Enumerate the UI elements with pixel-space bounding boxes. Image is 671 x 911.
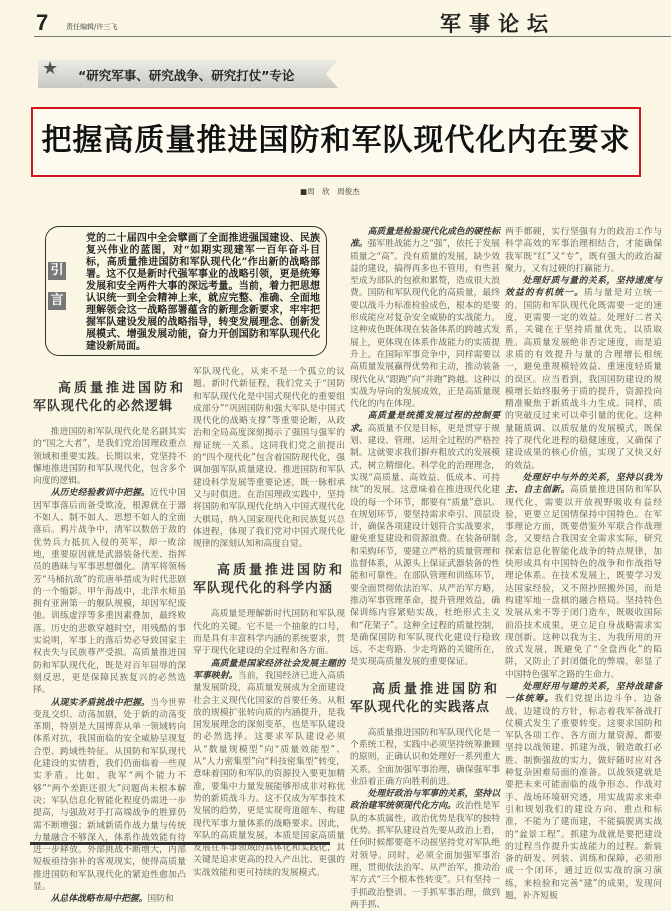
paragraph-lead: 从历史经验教训中把握。 — [50, 488, 151, 499]
paragraph — [505, 681, 662, 902]
heading-line: 高质量推进国防和 — [216, 563, 345, 579]
heading-line: 军队现代化的科学内涵 — [193, 581, 334, 597]
paragraph — [505, 275, 662, 472]
paragraph — [33, 426, 186, 487]
paragraph-lead: 从现实矛盾挑战中把握。 — [50, 697, 151, 708]
paragraph — [193, 608, 345, 657]
paragraph-lead: 处理好用与建的关系，坚持战建备一体统筹。 — [505, 681, 662, 705]
section-heading-2 — [193, 562, 345, 598]
paragraph-text: 政治性是军队的本质属性，政治优势是我军的独特优势。抓军队建设首先要从政治上看，任何时候都要毫不动摇坚持党对军队绝对领导。同时，必须全面加强军事治理，贯彻依法治军、从严治军，推动治军方式“三个根本性转变”。只有坚持一手抓政治整训、一手抓军事治理，做到两手抓、 — [350, 801, 500, 910]
paragraph-text: 两手都硬，实行坚强有力的政治工作与科学高效的军事治理相结合，才能确保我军既“红”又“专”，既有强大的政治凝聚力，又有过硬的打赢能力。 — [505, 227, 662, 274]
paragraph — [505, 226, 662, 275]
paragraph-text: 我们党提出边斗争、边备战、边建设的方针，标志着我军备战打仗模式发生了重要转变。这要求国防和军队各项工作、各方面力量资源，都要坚持以战领建、抓建为战，锻造敢打必胜、制衡强敌的实力，做好随时应对各种复杂困难局面的准备。以战领建就是要把未来可能面临的战争形态、作战对手、战场环境研究透，用实战需求来牵引和规划我们的建设方向、重点和标准，不能为了建而建，不能搞脱离实战的“盆景工程”。抓建为战就是要把建设的过程当作提升实战能力的过程。新装备的研发、列装、训练和保障，必须形成一个闭环，通过近似实战的演习演练，来检验和完善“建”的成果，发现问题，补齐短板 — [505, 694, 662, 902]
heading-line: 军队现代化的必然逻辑 — [33, 399, 174, 414]
section-title: 军事论坛 — [440, 12, 556, 36]
paragraph-lead: 高质量是统揽发展过程的控制要求。 — [350, 411, 500, 434]
column-2-top-text — [193, 366, 345, 550]
paragraph-lead: 处理好中与外的关系，坚持以我为主、自主创新。 — [505, 472, 662, 496]
paragraph — [350, 410, 500, 668]
star-emblem-icon: ★ — [42, 58, 59, 79]
paragraph-text: 质与量是对立统一的。国防和军队现代化既需要一定的速度，更需要一定的效益。处理好二者关系，关键在于坚持质量优先，以质取胜。高质量发展绝非否定速度，而是追求质的有效提升与量的合理增长相统一，避免重规模轻效益、重速度轻质量的误区。应当看到，我国国防建设的规模增长始终服务于质的提升，资源投向精准聚焦于新质战斗力生成。同样，质的突破反过来可以牵引量的优化。这种量随质调、以质驭量的发展模式，既保持了现代化进程的稳健速度，又确保了建设成果的核心价值，实现了又快又好的效益。 — [505, 288, 662, 471]
paragraph-text: 近代中国因军事落后而备受欺凌，根源就在于器不如人、制不如人、思想不如人的全面落后。鸦片战争中，清军以数倍于敌的优势兵力抵抗入侵的英军，却一败涂地，重要原因就是武器装备代差、指挥员的愚昧与军事思想僵化。清军将领杨芳“马桶抗敌”的荒唐举措成为时代悲剧的一个缩影。甲午海战中，北洋水师虽拥有亚洲第一的舰队规模，却因军纪废弛、训练虚浮等多重因素叠加，最终败落。历史的悲歌穿越时空，用残酷的事实说明，军事上的落后势必导致国家主权丧失与民族尊严受损。高质量推进国防和军队现代化，既是对百年屈辱的深刻反思，更是保障民族复兴的必然选择。 — [33, 488, 186, 696]
section-heading-3 — [350, 681, 500, 717]
paragraph — [350, 226, 500, 410]
heading-line: 高质量推进国防和 — [371, 681, 500, 697]
paragraph — [350, 727, 500, 788]
intro-text: 党的二十届四中全会擘画了全面推进强国建设、民族复兴伟业的蓝图，对“如期实现建军一百年奋斗目标，高质量推进国防和军队现代化”作出新的战略部署。这不仅是新时代强军事业的战略引领，更是统筹发展和安全两件大事的深远考量。当前，着力把思想认识统一到全会精神上来，就应完整、准确、全面地理解领会这一战略部署蕴含的新理念新要求，牢牢把握军队建设发展的战略指导，转变发展理念、创新发展模式、增强发展动能，奋力开创国防和军队现代化建设新局面。 — [86, 233, 320, 352]
column-2-bottom-text — [193, 608, 345, 879]
heading-line: 军队现代化的实践落点 — [350, 699, 491, 715]
paragraph-text: 强军胜战能力之“强”，依托于发展质量之“高”。没有质量的发展，缺少效益的建设，搞得再多也不管用，有些甚至成为部队的包袱和累赘，造成很大浪费。国防和军队现代化的高质量，最终要以战斗力标准检验成色，根本的是要形成能应对复杂安全威胁的实战能力。这种成色既体现在装备体系的跨越式发展上，更体现在体系作战能力的实质提升上。在国际军事竞争中，同样需要以高质量发展赢得优势和主动，推动装备现代化从“跟跑”向“并跑”跨越。这种以实战为导向的发展成效，正是高质量现代化的内在体现。 — [350, 239, 500, 410]
column-4-text — [505, 226, 662, 902]
paragraph-text: 推进国防和军队现代化是名副其实的“国之大者”，是我们党治国理政重点领域和重要实践。长期以来，党坚持不懈地推进国防和军队现代化，包含多个向度的逻辑。 — [33, 427, 186, 487]
column-3-bottom-text — [350, 727, 500, 911]
column-3-top-text — [350, 226, 500, 669]
paragraph — [33, 893, 186, 905]
column-3 — [350, 226, 500, 911]
paragraph — [350, 788, 500, 911]
paragraph-text: 高质量推进国防和军队现代化是一个系统工程，实践中必须坚持统筹兼顾的原则，正确认识和处理好一系列重大关系，全面加强军事治理，确保强军事业沿着正确方向胜利前进。 — [350, 727, 500, 787]
intro-label-2: 言 — [48, 292, 66, 310]
column-4 — [505, 226, 662, 902]
column-1-text — [33, 426, 186, 906]
section-heading-1 — [33, 380, 186, 416]
paragraph-text: 高质量推进国防和军队现代化，需要以开放视野吸收有益经验，更要立足国情保持中国特色。在军事理论方面，既要借鉴外军联合作战理念，又要结合我国安全需求实际，研究探索信息化智能化战争的特点规律，加快形成具有中国特色的战争和作战指导理论体系。在技术发展上，既要学习发达国家经验，又不照抄照搬外国，而是构建军地一盘棋的融合格局。坚持特色发展从来不等于闭门造车，既吸收国际前沿技术成果，更立足自身战略需求实现创新。这种以我为主、为我所用的开放式发展，既避免了“全盘西化”的陷阱，又防止了封闭僵化的弊端，彰显了中国特色强军之路的生命力。 — [505, 485, 662, 680]
paragraph-lead: 从总体战略布局中把握。 — [50, 894, 148, 905]
paragraph-lead: 高质量是国家经济社会发展主题的军事映射。 — [193, 658, 345, 681]
editor-credit: 责任编辑/许三飞 — [66, 23, 118, 31]
paragraph-text: 军队现代化，从来不是一个孤立的议题。新时代新征程，我们党关于“国防和军队现代化是中国式现代化的重要组成部分”“巩固国防和强大军队是中国式现代化的战略支撑”等重要论断，从政治和全局高度深刻揭示了强国与强军的辩证统一关系。这同我们党之前提出的“四个现代化”包含着国防现代化，强调加强军队质量建设、推进国防和军队建设科学发展等重要论述，既一脉相承又与时俱进。在治国理政实践中，坚持将国防和军队现代化纳入中国式现代化大棋局，纳入国家现代化和民族复兴总体进程，体现了我们党对中国式现代化规律的深刻认知和高度自觉。 — [193, 367, 345, 550]
paragraph-lead: 处理好政治与军事的关系，坚持以政治建军统领现代化方向。 — [350, 789, 500, 812]
paragraph-text: 高质量不仅是目标，更是贯穿于规划、建设、管理、运用全过程的严格控制。这就要求我们摒弃粗放式的发展模式，树立精细化、科学化的治理理念，实现“高质量、高效益、低成本、可持续”的发展。这意味着在推进现代化建设的每一个环节，都要有“质量”意识。在规划环节，要坚持需求牵引、顶层设计，确保各项建设计划符合实战要求，避免重复建设和资源浪费。在装备研制和采购环节，要建立严格的质量管理和监督体系，从源头上保证武器装备的性能和可靠性。在部队管理和训练环节，要全面贯彻依法治军、从严治军方略，推动军事管理革命，提升管理效益，确保训练内容紧贴实战，杜绝形式主义和“花架子”。这种全过程的质量控制，是确保国防和军队现代化建设行稳致远、不走弯路、少走弯路的关键所在，是实现高质量发展的重要保证。 — [350, 423, 500, 668]
heading-line: 高质量推进国防和 — [57, 381, 186, 396]
paragraph-text: 当今世界变乱交织、动荡加剧，处于新的动荡变革期，特别是大国博弈从单一领域转向体系对抗，我国面临的安全威胁呈现复合型、跨域性特征。从国防和军队现代化建设的实情看，我们仍面临着一些现实矛盾。比如，我军“两个能力不够”“两个差距还很大”问题尚未根本解决；军队信息化智能化程度仍需进一步提高，与强敌对手打高端战争的胜算仍需不断增强；新域新质作战力量与传统力量融合不够深入，体系作战效能有待进一步释放。外部挑战不断增大，内部短板亟待弥补的客观现实，使得高质量推进国防和军队现代化的紧迫性愈加凸显。 — [33, 697, 186, 892]
column-2 — [193, 366, 345, 879]
banner-text: “研究军事、研究战争、研究打仗”专论 — [78, 68, 295, 83]
paragraph — [505, 472, 662, 681]
paragraph — [33, 487, 186, 696]
paragraph — [33, 697, 186, 894]
byline: ■周 欣 周俊杰 — [300, 187, 360, 196]
paragraph-lead: 高质量是检验现代化成色的硬性标准。 — [350, 227, 500, 250]
paragraph-text: 国防和 — [147, 894, 174, 905]
column-1 — [33, 380, 186, 906]
article-title: 把握高质量推进国防和军队现代化内在要求 — [41, 123, 631, 158]
paragraph — [193, 658, 345, 879]
header-rule — [34, 36, 671, 37]
intro-label-1: 引 — [48, 262, 66, 280]
paragraph — [193, 366, 345, 550]
page-number: 7 — [36, 10, 49, 35]
paragraph-text: 高质量是理解新时代国防和军队现代化的关键。它不是一个抽象的口号，而是具有丰富科学内涵的系统要求，贯穿于现代化建设的全过程和各方面。 — [193, 609, 345, 657]
paragraph-text: 当前，我国经济已进入高质量发展阶段，高质量发展成为全面建设社会主义现代化国家的首要任务。从粗放的规模扩张转向质的内涵提升，是我国发展理念的深刻变革，也是军队建设的必然选择。这要求军队建设必须从“数量规模型”向“质量效能型”、从“人力密集型”向“科技密集型”转变，意味着国防和军队的资源投入要更加精准，要集中力量发展能够形成非对称优势的新质战斗力。这不仅成为军事技术发展的趋势，更是实现弯道超车、构建现代军事力量体系的战略要求。因此，军队的高质量发展，本质是国家高质量发展在军事领域的具体化和实践化，其关键是追求更高的投入产出比、更强的实战效能和更可持续的发展模式。 — [193, 670, 345, 878]
paragraph-lead: 处理好质与量的关系，坚持速度与效益的有机统一。 — [505, 276, 662, 299]
